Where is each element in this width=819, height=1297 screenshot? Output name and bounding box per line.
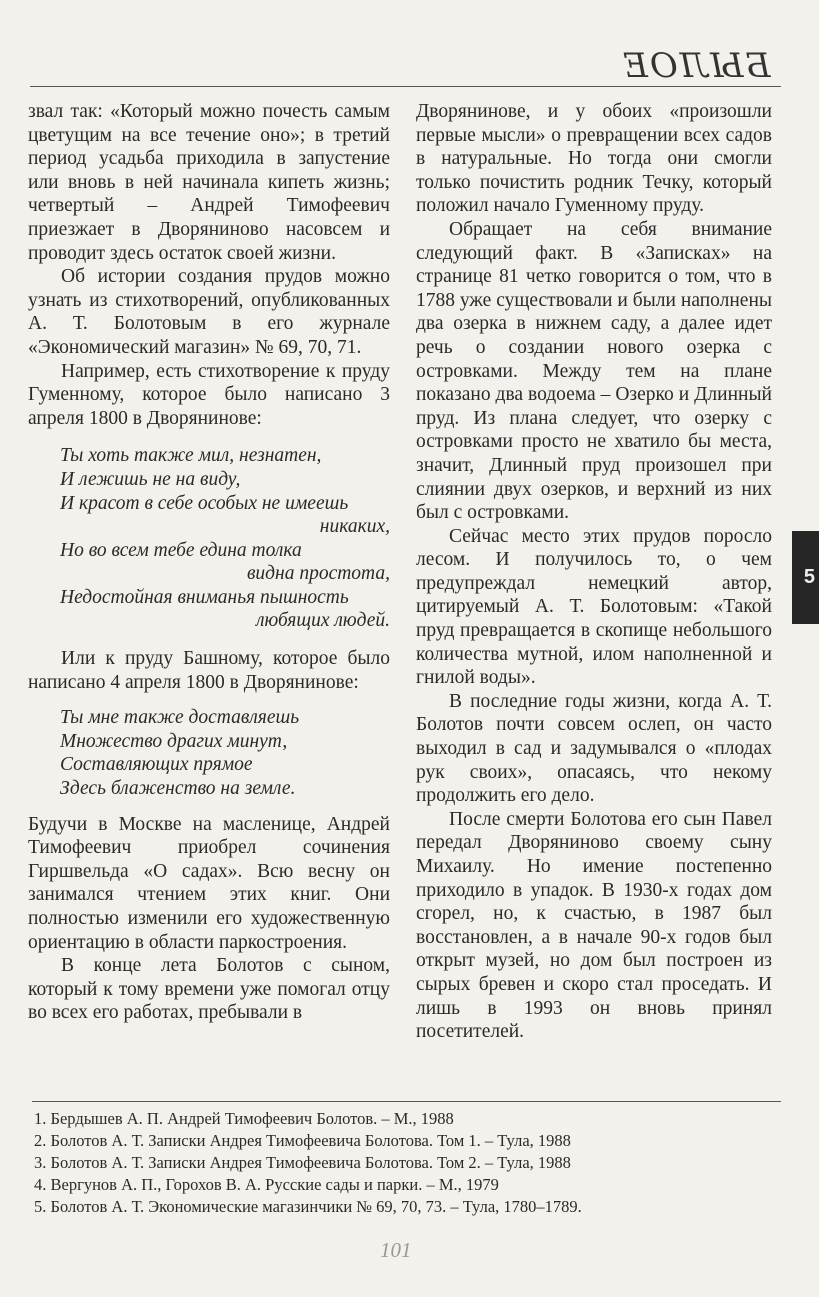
poem-line: Ты хоть также мил, незнатен, bbox=[60, 445, 322, 467]
paragraph: Обращает на себя внимание следующий факт. В «Записках» на странице 81 четко говорится о том, что в 1788 уже существовали и были наполнены два озерка в нижнем саду, а далее идет речь о создании нового озерка с островками. Между тем на плане показано два водоема – Озерко и Длинный пруд. Из плана следует, что озерку с островками просто не хватило бы места, значит, Длинный пруд произошел при слиянии двух озерков, и верхний из них был с островками. bbox=[416, 218, 772, 524]
paragraph: Например, есть стихотворение к пруду Гуменному, которое было написано 3 апреля 1800 в Дворянинове: bbox=[28, 360, 390, 429]
paragraph: Об истории создания прудов можно узнать из стихотворений, опубликованных А. Т. Болотовым в его журнале «Экономический магазин» № 69, 70, 71. bbox=[28, 266, 390, 358]
header-divider bbox=[30, 86, 781, 87]
footnote-divider bbox=[32, 1101, 781, 1102]
poem-line: видна простота, bbox=[246, 563, 390, 585]
poem-line: Здесь блаженство на земле. bbox=[60, 778, 296, 800]
footnote: 5. Болотов А. Т. Экономические магазинчики № 69, 70, 73. – Тула, 1780–1789. bbox=[34, 1197, 582, 1216]
poem-line: Недостойная вниманья пышность bbox=[60, 586, 349, 608]
footnotes bbox=[34, 1108, 774, 1218]
paragraph: Будучи в Москве на масленице, Андрей Тимофеевич приобрел сочинения Гиршвельда «О садах». Всю весну он занимался чтением этих книг. Они полностью изменили его художественную ориентацию в области паркостроения. bbox=[28, 813, 390, 953]
paragraph: звал так: «Который можно почесть самым цветущим на все течение оно»; в третий период усадьба приходила в запустение или вновь в ней начинала кипеть жизнь; четвертый – Андрей Тимофеевич приезжает в Дворяниново насовсем и проводит здесь остаток своей жизни. bbox=[28, 101, 390, 264]
footnote: 3. Болотов А. Т. Записки Андрея Тимофеевича Болотова. Том 2. – Тула, 1988 bbox=[34, 1153, 571, 1172]
chapter-thumb-tab: 5 bbox=[792, 531, 819, 624]
footnote: 2. Болотов А. Т. Записки Андрея Тимофеевича Болотова. Том 1. – Тула, 1988 bbox=[34, 1131, 571, 1150]
poem-line: Составляющих прямое bbox=[60, 754, 253, 776]
poem-line: никаких, bbox=[319, 516, 390, 538]
poem-line: Множество драгих минут, bbox=[60, 730, 288, 752]
paragraph: Сейчас место этих прудов поросло лесом. И получилось то, о чем предупреждал немецкий автор, цитируемый А. Т. Болотовым: «Такой пруд превращается в скопище небольшого количества мутной, илом наполненной и гнилой воды». bbox=[416, 525, 772, 689]
poem-gumenny bbox=[28, 444, 390, 633]
right-column bbox=[416, 100, 772, 1044]
poem-line: Ты мне также доставляешь bbox=[60, 707, 300, 729]
paragraph: Дворянинове, и у обоих «произошли первые мысли» о превращении всех садов в натуральные. Но тогда они смогли только почистить родник Течку, который положил начало Гуменному пруду. bbox=[416, 101, 772, 217]
left-column bbox=[28, 100, 390, 1025]
paragraph: Или к пруду Башному, которое было написано 4 апреля 1800 в Дворянинове: bbox=[28, 648, 390, 693]
footnote: 1. Бердышев А. П. Андрей Тимофеевич Болотов. – М., 1988 bbox=[34, 1109, 454, 1128]
poem-line: Но во всем тебе едина толка bbox=[60, 539, 302, 561]
poem-bashny bbox=[28, 706, 390, 800]
section-title: БЫЛОЕ bbox=[621, 46, 771, 86]
poem-line: любящих людей. bbox=[255, 610, 390, 632]
paragraph: В последние годы жизни, когда А. Т. Болотов почти совсем ослеп, он часто выходил в сад и задумывался о «плодах рук своих», опасаясь, что некому продолжить его дело. bbox=[416, 690, 772, 807]
paragraph: После смерти Болотова его сын Павел передал Дворяниново своему сыну Михаилу. Но имение постепенно приходило в упадок. В 1930-х годах дом сгорел, но, к счастью, в 1987 был восстановлен, а в начале 90-х годов был открыт музей, но дом был построен из сырых бревен и скоро стал проседать. И лишь в 1993 он вновь принял посетителей. bbox=[416, 808, 772, 1043]
page-number: 101 bbox=[380, 1238, 412, 1262]
paragraph: В конце лета Болотов с сыном, который к тому времени уже помогал отцу во всех его работах, пребывали в bbox=[28, 955, 390, 1024]
poem-line: И красот в себе особых не имеешь bbox=[60, 492, 349, 514]
poem-line: И лежишь не на виду, bbox=[60, 468, 241, 490]
footnote: 4. Вергунов А. П., Горохов В. А. Русские сады и парки. – М., 1979 bbox=[34, 1175, 499, 1194]
